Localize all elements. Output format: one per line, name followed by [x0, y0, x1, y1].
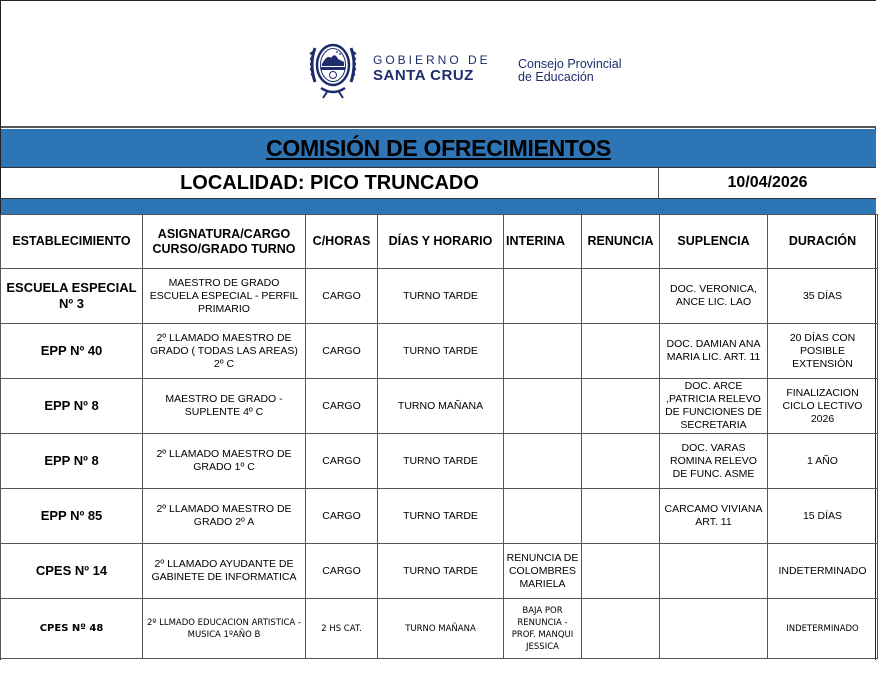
cell-interina: [504, 269, 582, 324]
cell-interina: [504, 489, 582, 544]
cell-horario: TURNO TARDE: [378, 324, 504, 379]
offers-table: [0, 214, 878, 659]
gov-line1: GOBIERNO DE: [373, 53, 491, 67]
col-header-horario: DÍAS Y HORARIO: [378, 215, 504, 269]
cell-suplencia: CARCAMO VIVIANA ART. 11: [660, 489, 768, 544]
cell-suplencia: DOC. DAMIAN ANA MARIA LIC. ART. 11: [660, 324, 768, 379]
cell-suplencia: DOC. VARAS ROMINA RELEVO DE FUNC. ASME: [660, 434, 768, 489]
cell-suplencia: DOC. VERONICA, ANCE LIC. LAO: [660, 269, 768, 324]
cell-horario: TURNO TARDE: [378, 269, 504, 324]
cell-asignatura: MAESTRO DE GRADO -SUPLENTE 4º C: [143, 379, 306, 434]
cell-suplencia: [660, 544, 768, 599]
cell-duracion: 35 DÍAS: [768, 269, 878, 324]
cell-horas: CARGO: [306, 434, 378, 489]
document-title: COMISIÓN DE OFRECIMIENTOS: [266, 134, 611, 161]
council-line2: de Educación: [518, 70, 594, 84]
cell-horas: CARGO: [306, 269, 378, 324]
col-header-asignatura: ASIGNATURA/CARGO CURSO/GRADO TURNO: [143, 215, 306, 269]
cell-establecimiento: EPP Nº 40: [1, 324, 143, 379]
cell-renuncia: [582, 599, 660, 659]
table-row: [1, 434, 878, 489]
cell-horas: CARGO: [306, 379, 378, 434]
cell-asignatura: 2º LLAMADO MAESTRO DE GRADO 1º C: [143, 434, 306, 489]
spacer-band: [1, 199, 876, 214]
table-row: [1, 599, 878, 659]
locality-row: [1, 167, 876, 199]
cell-duracion: INDETERMINADO: [768, 599, 878, 659]
col-header-interina: INTERINA: [504, 215, 582, 269]
cell-horas: 2 HS CAT.: [306, 599, 378, 659]
letterhead: [1, 1, 876, 128]
cell-establecimiento: EPP Nº 85: [1, 489, 143, 544]
cell-suplencia: [660, 599, 768, 659]
cell-suplencia: DOC. ARCE ,PATRICIA RELEVO DE FUNCIONES DE SECRETARIA: [660, 379, 768, 434]
cell-interina: BAJA POR RENUNCIA - PROF. MANQUI JESSICA: [504, 599, 582, 659]
cell-renuncia: [582, 489, 660, 544]
locality-label: LOCALIDAD: PICO TRUNCADO: [1, 168, 659, 198]
table-row: [1, 544, 878, 599]
council-wordmark: [518, 58, 622, 84]
col-header-establecimiento: ESTABLECIMIENTO: [1, 215, 143, 269]
cell-horario: TURNO MAÑANA: [378, 599, 504, 659]
table-row: [1, 379, 878, 434]
cell-interina: [504, 324, 582, 379]
table-row: [1, 489, 878, 544]
cell-duracion: FINALIZACION CICLO LECTIVO 2026: [768, 379, 878, 434]
cell-renuncia: [582, 269, 660, 324]
cell-establecimiento: EPP Nº 8: [1, 434, 143, 489]
cell-horas: CARGO: [306, 324, 378, 379]
table-header-row: [1, 215, 878, 269]
title-band: [1, 129, 876, 167]
col-header-horas: C/HORAS: [306, 215, 378, 269]
cell-establecimiento: ESCUELA ESPECIAL Nº 3: [1, 269, 143, 324]
cell-duracion: 1 AÑO: [768, 434, 878, 489]
cell-duracion: 15 DÍAS: [768, 489, 878, 544]
table-row: [1, 324, 878, 379]
gov-line2: SANTA CRUZ: [373, 67, 474, 84]
cell-asignatura: 2º LLMADO EDUCACION ARTISTICA - MUSICA 1ºAÑO B: [143, 599, 306, 659]
cell-renuncia: [582, 379, 660, 434]
cell-horas: CARGO: [306, 489, 378, 544]
santa-cruz-coat-of-arms-icon: [307, 38, 359, 100]
council-line1: Consejo Provincial: [518, 57, 622, 71]
cell-horario: TURNO TARDE: [378, 489, 504, 544]
cell-duracion: 20 DÍAS CON POSIBLE EXTENSIÒN: [768, 324, 878, 379]
cell-duracion: INDETERMINADO: [768, 544, 878, 599]
table-row: [1, 269, 878, 324]
cell-horas: CARGO: [306, 544, 378, 599]
cell-renuncia: [582, 544, 660, 599]
col-header-duracion: DURACIÓN: [768, 215, 878, 269]
cell-asignatura: 2º LLAMADO MAESTRO DE GRADO ( TODAS LAS AREAS) 2º C: [143, 324, 306, 379]
cell-interina: RENUNCIA DE COLOMBRES MARIELA: [504, 544, 582, 599]
date-label: 10/04/2026: [727, 174, 808, 191]
cell-interina: [504, 379, 582, 434]
cell-asignatura: 2º LLAMADO MAESTRO DE GRADO 2º A: [143, 489, 306, 544]
cell-interina: [504, 434, 582, 489]
cell-renuncia: [582, 434, 660, 489]
cell-establecimiento: EPP Nº 8: [1, 379, 143, 434]
cell-horario: TURNO TARDE: [378, 544, 504, 599]
cell-establecimiento: CPES Nº 14: [1, 544, 143, 599]
col-header-suplencia: SUPLENCIA: [660, 215, 768, 269]
cell-horario: TURNO TARDE: [378, 434, 504, 489]
cell-asignatura: 2º LLAMADO AYUDANTE DE GABINETE DE INFORMATICA: [143, 544, 306, 599]
cell-renuncia: [582, 324, 660, 379]
col-header-renuncia: RENUNCIA: [582, 215, 660, 269]
government-wordmark: [373, 54, 491, 83]
cell-asignatura: MAESTRO DE GRADO ESCUELA ESPECIAL - PERFIL PRIMARIO: [143, 269, 306, 324]
cell-horario: TURNO MAÑANA: [378, 379, 504, 434]
cell-establecimiento: CPES Nº 48: [1, 599, 143, 659]
